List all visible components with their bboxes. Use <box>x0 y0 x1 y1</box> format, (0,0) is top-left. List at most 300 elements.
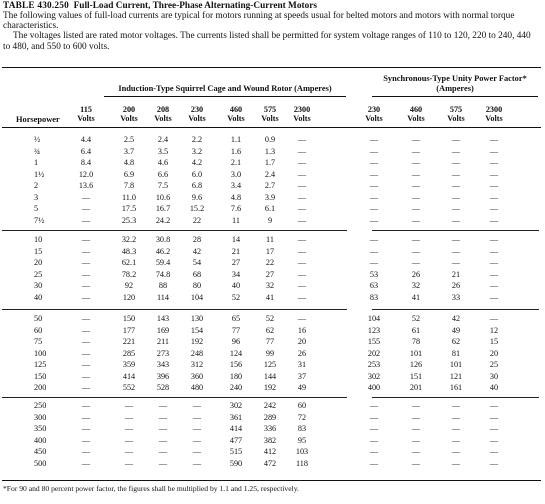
current-cell: — <box>411 435 421 445</box>
current-cell: — <box>81 401 91 410</box>
current-cell: 125 <box>263 360 277 370</box>
current-cell: — <box>369 181 379 191</box>
current-cell: — <box>411 181 421 191</box>
table-row <box>0 400 545 411</box>
current-cell: 590 <box>229 458 243 468</box>
current-cell: — <box>451 192 461 202</box>
current-cell: — <box>81 314 91 323</box>
table-row <box>0 359 545 370</box>
current-cell: 150 <box>122 314 136 323</box>
current-cell: 124 <box>229 348 243 358</box>
section-rule <box>2 230 347 231</box>
table-row <box>0 192 545 203</box>
horsepower-cell: 20 <box>34 258 43 268</box>
current-cell: — <box>81 447 91 457</box>
column-header-unit: Volts <box>227 114 245 124</box>
table-row <box>0 234 545 245</box>
current-cell: — <box>81 458 91 468</box>
horsepower-cell: 400 <box>34 435 47 445</box>
column-header-voltage: 115 <box>80 105 92 114</box>
current-cell: 52 <box>231 292 241 302</box>
current-cell: 26 <box>297 348 307 358</box>
column-header <box>357 105 391 123</box>
column-header-unit: Volts <box>447 114 465 124</box>
current-cell: 302 <box>229 401 243 410</box>
current-cell: 24.2 <box>155 215 171 225</box>
column-header-voltage: 575 <box>449 105 463 114</box>
table-row <box>0 180 545 191</box>
current-cell: — <box>411 412 421 422</box>
current-cell: 180 <box>229 371 243 381</box>
current-cell: — <box>451 158 461 168</box>
current-cell: 10.6 <box>155 192 171 202</box>
horsepower-cell: 125 <box>34 360 47 370</box>
current-cell: — <box>297 192 307 202</box>
current-cell: — <box>158 447 168 457</box>
current-cell: 3.9 <box>264 192 276 202</box>
synchronous-group-rule <box>372 96 538 97</box>
table-row <box>0 246 545 257</box>
horsepower-cell: 75 <box>34 337 43 347</box>
current-cell: 4.2 <box>191 158 203 168</box>
current-cell: 99 <box>265 348 275 358</box>
current-cell: 6.0 <box>191 169 203 179</box>
current-cell: 22 <box>192 215 202 225</box>
current-cell: 34 <box>231 269 241 279</box>
current-cell: 14 <box>231 235 241 244</box>
horsepower-cell: 350 <box>34 424 47 434</box>
current-cell: 52 <box>265 314 275 323</box>
current-cell: — <box>124 401 134 410</box>
current-cell: — <box>489 292 499 302</box>
current-cell: 202 <box>367 348 381 358</box>
current-cell: — <box>297 281 307 291</box>
current-cell: — <box>489 215 499 225</box>
horsepower-cell: 40 <box>34 292 43 302</box>
current-cell: — <box>297 292 307 302</box>
horsepower-cell: 50 <box>34 314 43 323</box>
current-cell: — <box>81 348 91 358</box>
table-row <box>0 203 545 214</box>
current-cell: 123 <box>367 325 381 335</box>
current-cell: 2.1 <box>230 158 242 168</box>
current-cell: 26 <box>451 281 461 291</box>
current-cell: — <box>451 135 461 144</box>
current-cell: 33 <box>451 292 461 302</box>
intro-paragraph-1: The following values of full-load currents are typical for motors running at speeds usual for belted motors and motors with normal torque characteristics. <box>3 11 515 32</box>
horsepower-header: Horsepower <box>16 115 60 124</box>
column-header <box>285 105 319 123</box>
current-cell: — <box>297 158 307 168</box>
current-cell: — <box>81 235 91 244</box>
current-cell: — <box>369 158 379 168</box>
current-cell: 42 <box>192 246 202 256</box>
top-rule <box>2 67 541 68</box>
horsepower-cell: 7½ <box>34 215 45 225</box>
current-cell: — <box>411 424 421 434</box>
column-header-unit: Volts <box>485 114 503 124</box>
current-cell: — <box>369 146 379 156</box>
current-cell: 156 <box>229 360 243 370</box>
current-cell: 161 <box>449 383 463 393</box>
current-cell: — <box>451 181 461 191</box>
current-cell: — <box>369 258 379 268</box>
current-cell: 3.7 <box>123 146 135 156</box>
current-cell: 65 <box>231 314 241 323</box>
current-cell: — <box>369 235 379 244</box>
current-cell: 63 <box>369 281 379 291</box>
horsepower-cell: 5 <box>34 204 39 214</box>
current-cell: 52 <box>411 314 421 323</box>
current-cell: — <box>369 204 379 214</box>
horsepower-cell: 1 <box>34 158 39 168</box>
current-cell: 6.6 <box>157 169 169 179</box>
current-cell: 25.3 <box>121 215 137 225</box>
current-cell: — <box>81 325 91 335</box>
current-cell: — <box>297 246 307 256</box>
current-cell: 6.4 <box>80 146 92 156</box>
current-cell: 7.5 <box>157 181 169 191</box>
current-cell: 361 <box>229 412 243 422</box>
current-cell: — <box>297 181 307 191</box>
current-cell: — <box>489 314 499 323</box>
current-cell: 192 <box>263 383 277 393</box>
table-row <box>0 423 545 434</box>
horsepower-cell: 1½ <box>34 169 45 179</box>
current-cell: — <box>192 412 202 422</box>
column-header-voltage: 460 <box>229 105 243 114</box>
table-row <box>0 382 545 393</box>
current-cell: — <box>124 447 134 457</box>
column-header-unit: Volts <box>293 114 311 124</box>
current-cell: 143 <box>156 314 170 323</box>
current-cell: 61 <box>411 325 421 335</box>
current-cell: 130 <box>190 314 204 323</box>
current-cell: 9.6 <box>191 192 203 202</box>
column-header-unit: Volts <box>120 114 138 124</box>
horsepower-cell: 150 <box>34 371 47 381</box>
current-cell: 40 <box>489 383 499 393</box>
current-cell: — <box>451 169 461 179</box>
table-row <box>0 313 545 324</box>
current-cell: 41 <box>411 292 421 302</box>
current-cell: — <box>369 401 379 410</box>
current-cell: 11 <box>266 235 274 244</box>
current-cell: 17 <box>265 246 275 256</box>
horsepower-cell: 250 <box>34 401 47 410</box>
section-rule <box>372 397 539 398</box>
current-cell: — <box>81 258 91 268</box>
column-header <box>477 105 511 123</box>
column-header <box>439 105 473 123</box>
current-cell: — <box>489 435 499 445</box>
table-row <box>0 215 545 226</box>
current-cell: 25 <box>489 360 499 370</box>
current-cell: — <box>192 458 202 468</box>
horsepower-cell: 500 <box>34 458 47 468</box>
current-cell: — <box>411 146 421 156</box>
current-cell: — <box>81 424 91 434</box>
current-cell: — <box>489 412 499 422</box>
current-cell: 40 <box>231 281 241 291</box>
current-cell: — <box>489 458 499 468</box>
current-cell: 472 <box>263 458 277 468</box>
current-cell: — <box>411 401 421 410</box>
current-cell: — <box>489 192 499 202</box>
current-cell: 1.7 <box>264 158 276 168</box>
current-cell: 15 <box>489 337 499 347</box>
current-cell: 41 <box>265 292 275 302</box>
current-cell: — <box>451 246 461 256</box>
current-cell: 81 <box>451 348 461 358</box>
current-cell: 3.0 <box>230 169 242 179</box>
horsepower-cell: 25 <box>34 269 43 279</box>
current-cell: — <box>489 424 499 434</box>
current-cell: 59.4 <box>155 258 171 268</box>
current-cell: 27 <box>265 269 275 279</box>
current-cell: — <box>81 360 91 370</box>
table-intro <box>3 11 533 52</box>
current-cell: — <box>81 383 91 393</box>
current-cell: 302 <box>367 371 381 381</box>
current-cell: 221 <box>122 337 136 347</box>
current-cell: 4.8 <box>230 192 242 202</box>
current-cell: — <box>451 401 461 410</box>
column-header-voltage: 208 <box>156 105 170 114</box>
column-header-voltage: 575 <box>263 105 277 114</box>
current-cell: 74.8 <box>155 269 171 279</box>
current-cell: 0.9 <box>264 135 276 144</box>
current-cell: 285 <box>122 348 136 358</box>
current-cell: 83 <box>297 424 307 434</box>
current-cell: 83 <box>369 292 379 302</box>
table-row <box>0 146 545 157</box>
current-cell: 412 <box>263 447 277 457</box>
current-cell: 54 <box>192 258 202 268</box>
current-cell: — <box>297 269 307 279</box>
current-cell: 78 <box>411 337 421 347</box>
column-header-voltage: 2300 <box>293 105 311 114</box>
current-cell: — <box>124 424 134 434</box>
current-cell: 120 <box>122 292 136 302</box>
current-cell: 16.7 <box>155 204 171 214</box>
current-cell: 114 <box>157 292 169 302</box>
current-cell: 21 <box>451 269 461 279</box>
current-cell: 20 <box>489 348 499 358</box>
current-cell: 62 <box>451 337 461 347</box>
column-header <box>146 105 180 123</box>
current-cell: — <box>124 458 134 468</box>
current-cell: 2.4 <box>264 169 276 179</box>
current-cell: 78.2 <box>121 269 137 279</box>
current-cell: — <box>81 412 91 422</box>
table-row <box>0 280 545 291</box>
current-cell: — <box>489 401 499 410</box>
current-cell: — <box>489 181 499 191</box>
column-header-voltage: 230 <box>367 105 381 114</box>
current-cell: — <box>297 258 307 268</box>
current-cell: — <box>158 424 168 434</box>
current-cell: — <box>411 447 421 457</box>
current-cell: — <box>297 204 307 214</box>
horsepower-cell: 450 <box>34 447 47 457</box>
current-cell: — <box>297 146 307 156</box>
horsepower-cell: ¾ <box>34 146 41 156</box>
current-cell: 144 <box>263 371 277 381</box>
current-cell: — <box>81 292 91 302</box>
current-cell: — <box>489 146 499 156</box>
horsepower-cell: 300 <box>34 412 47 422</box>
current-cell: 37 <box>297 371 307 381</box>
table-footnote: *For 90 and 80 percent power factor, the figures shall be multiplied by 1.1 and 1.25, respectively. <box>3 484 299 493</box>
current-cell: 2.5 <box>123 135 135 144</box>
current-cell: — <box>411 235 421 244</box>
current-cell: 77 <box>265 337 275 347</box>
current-cell: 1.3 <box>264 146 276 156</box>
current-cell: 192 <box>190 337 204 347</box>
table-row <box>0 169 545 180</box>
horsepower-cell: 200 <box>34 383 47 393</box>
current-cell: — <box>158 412 168 422</box>
current-cell: — <box>81 281 91 291</box>
current-cell: — <box>297 135 307 144</box>
current-cell: 126 <box>409 360 423 370</box>
current-cell: 11.0 <box>121 192 137 202</box>
horsepower-cell: 3 <box>34 192 39 202</box>
current-cell: 60 <box>297 401 307 410</box>
current-cell: 155 <box>367 337 381 347</box>
current-cell: 88 <box>158 281 168 291</box>
current-cell: — <box>411 458 421 468</box>
current-cell: — <box>81 204 91 214</box>
current-cell: 1.1 <box>230 135 242 144</box>
current-cell: — <box>489 447 499 457</box>
current-cell: 400 <box>367 383 381 393</box>
current-cell: 4.8 <box>123 158 135 168</box>
current-cell: — <box>451 447 461 457</box>
current-cell: — <box>369 246 379 256</box>
current-cell: — <box>158 435 168 445</box>
current-cell: 289 <box>263 412 277 422</box>
current-cell: — <box>489 246 499 256</box>
current-cell: 312 <box>190 360 204 370</box>
current-cell: 49 <box>297 383 307 393</box>
column-header-voltage: 2300 <box>485 105 503 114</box>
current-cell: 118 <box>296 458 308 468</box>
current-cell: — <box>411 246 421 256</box>
current-cell: 3.2 <box>191 146 203 156</box>
current-cell: 32.2 <box>121 235 137 244</box>
current-cell: 253 <box>367 360 381 370</box>
current-cell: — <box>369 424 379 434</box>
column-header <box>69 105 103 123</box>
table-row <box>0 336 545 347</box>
current-cell: 31 <box>297 360 307 370</box>
current-cell: 96 <box>231 337 241 347</box>
current-cell: — <box>411 135 421 144</box>
current-cell: 552 <box>122 383 136 393</box>
current-cell: 15.2 <box>189 204 205 214</box>
current-cell: 6.9 <box>123 169 135 179</box>
current-cell: — <box>489 169 499 179</box>
table-row <box>0 458 545 469</box>
horsepower-cell: 60 <box>34 325 43 335</box>
current-cell: 22 <box>265 258 275 268</box>
current-cell: — <box>451 215 461 225</box>
current-cell: 4.4 <box>80 135 92 144</box>
table-row <box>0 435 545 446</box>
current-cell: 46.2 <box>155 246 171 256</box>
column-header <box>112 105 146 123</box>
current-cell: — <box>81 435 91 445</box>
current-cell: — <box>451 235 461 244</box>
current-cell: 27 <box>231 258 241 268</box>
current-cell: 273 <box>156 348 170 358</box>
current-cell: — <box>489 258 499 268</box>
current-cell: 2.4 <box>157 135 169 144</box>
current-cell: 515 <box>229 447 243 457</box>
current-cell: — <box>369 412 379 422</box>
table-row <box>0 292 545 303</box>
column-header-unit: Volts <box>77 114 95 124</box>
current-cell: — <box>451 146 461 156</box>
horsepower-cell: 15 <box>34 246 43 256</box>
current-cell: 477 <box>229 435 243 445</box>
current-cell: — <box>411 169 421 179</box>
current-cell: 12.0 <box>78 169 94 179</box>
current-cell: 480 <box>190 383 204 393</box>
column-header-unit: Volts <box>261 114 279 124</box>
horsepower-cell: 30 <box>34 281 43 291</box>
current-cell: — <box>411 158 421 168</box>
current-cell: — <box>411 258 421 268</box>
current-cell: 248 <box>190 348 204 358</box>
current-cell: 95 <box>297 435 307 445</box>
synchronous-group-header: Synchronous-Type Unity Power Factor* (Amperes) <box>383 74 527 93</box>
current-cell: — <box>411 215 421 225</box>
current-cell: — <box>369 169 379 179</box>
current-cell: 30.8 <box>155 235 171 244</box>
current-cell: 9 <box>267 215 273 225</box>
current-cell: — <box>489 135 499 144</box>
current-cell: 16 <box>297 325 307 335</box>
current-cell: 49 <box>451 325 461 335</box>
section-rule <box>2 309 347 310</box>
current-cell: — <box>297 169 307 179</box>
current-cell: — <box>81 215 91 225</box>
table-row <box>0 371 545 382</box>
current-cell: 11 <box>232 215 240 225</box>
intro-paragraph-2: The voltages listed are rated motor voltages. The currents listed shall be permitted for system voltage ranges of 110 to 120, 220 to 240, 440 to 480, and 550 to 600 volts. <box>3 31 531 52</box>
current-cell: 3.4 <box>230 181 242 191</box>
column-header-unit: Volts <box>188 114 206 124</box>
current-cell: — <box>369 458 379 468</box>
current-cell: 62 <box>265 325 275 335</box>
current-cell: — <box>451 424 461 434</box>
table-row <box>0 157 545 168</box>
section-rule <box>372 230 539 231</box>
current-cell: 17.5 <box>121 204 137 214</box>
column-header-unit: Volts <box>154 114 172 124</box>
current-cell: 42 <box>451 314 461 323</box>
current-cell: 20 <box>297 337 307 347</box>
current-cell: — <box>81 246 91 256</box>
current-cell: 62.1 <box>121 258 137 268</box>
current-cell: 1.6 <box>230 146 242 156</box>
current-cell: — <box>489 269 499 279</box>
column-header <box>180 105 214 123</box>
current-cell: — <box>124 412 134 422</box>
